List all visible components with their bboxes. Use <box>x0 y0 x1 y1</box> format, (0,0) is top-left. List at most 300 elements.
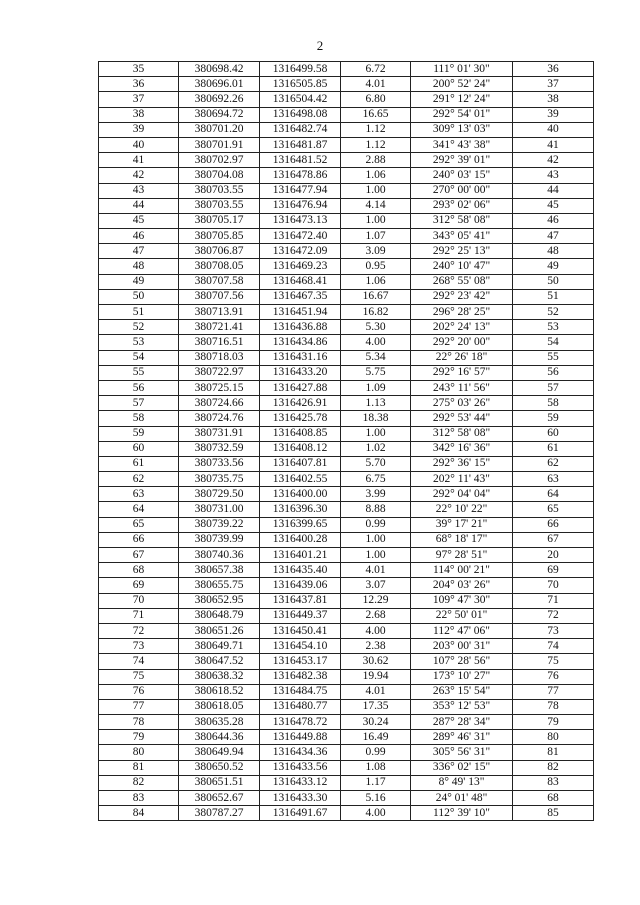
bearing-cell: 114° 00' 21" <box>411 563 513 578</box>
bearing-cell: 292° 16' 57" <box>411 365 513 380</box>
distance-cell: 2.38 <box>341 639 411 654</box>
x-coordinate-cell: 380731.00 <box>179 502 260 517</box>
table-row <box>99 532 594 547</box>
x-coordinate-cell: 380721.41 <box>179 320 260 335</box>
bearing-cell: 173° 10' 27" <box>411 669 513 684</box>
x-coordinate-cell: 380701.91 <box>179 137 260 152</box>
table-row <box>99 274 594 289</box>
next-point-cell: 38 <box>513 92 594 107</box>
bearing-cell: 336° 02' 15" <box>411 760 513 775</box>
next-point-cell: 43 <box>513 168 594 183</box>
y-coordinate-cell: 1316478.86 <box>260 168 341 183</box>
x-coordinate-cell: 380729.50 <box>179 487 260 502</box>
x-coordinate-cell: 380649.94 <box>179 745 260 760</box>
table-row <box>99 730 594 745</box>
table-row <box>99 62 594 77</box>
table-row <box>99 259 594 274</box>
distance-cell: 0.95 <box>341 259 411 274</box>
bearing-cell: 287° 28' 34" <box>411 715 513 730</box>
point-number-cell: 39 <box>99 122 179 137</box>
distance-cell: 1.12 <box>341 122 411 137</box>
distance-cell: 18.38 <box>341 411 411 426</box>
table-row <box>99 517 594 532</box>
x-coordinate-cell: 380655.75 <box>179 578 260 593</box>
coordinates-table <box>98 61 594 821</box>
distance-cell: 16.67 <box>341 289 411 304</box>
point-number-cell: 62 <box>99 472 179 487</box>
next-point-cell: 40 <box>513 122 594 137</box>
bearing-cell: 312° 58' 08" <box>411 213 513 228</box>
bearing-cell: 268° 55' 08" <box>411 274 513 289</box>
y-coordinate-cell: 1316467.35 <box>260 289 341 304</box>
x-coordinate-cell: 380657.38 <box>179 563 260 578</box>
point-number-cell: 66 <box>99 532 179 547</box>
bearing-cell: 240° 03' 15" <box>411 168 513 183</box>
y-coordinate-cell: 1316480.77 <box>260 699 341 714</box>
x-coordinate-cell: 380652.95 <box>179 593 260 608</box>
distance-cell: 1.02 <box>341 441 411 456</box>
next-point-cell: 66 <box>513 517 594 532</box>
x-coordinate-cell: 380647.52 <box>179 654 260 669</box>
x-coordinate-cell: 380707.58 <box>179 274 260 289</box>
y-coordinate-cell: 1316473.13 <box>260 213 341 228</box>
table-row <box>99 760 594 775</box>
y-coordinate-cell: 1316451.94 <box>260 305 341 320</box>
y-coordinate-cell: 1316433.30 <box>260 791 341 806</box>
distance-cell: 5.34 <box>341 350 411 365</box>
x-coordinate-cell: 380692.26 <box>179 92 260 107</box>
point-number-cell: 54 <box>99 350 179 365</box>
distance-cell: 4.14 <box>341 198 411 213</box>
table-row <box>99 183 594 198</box>
point-number-cell: 61 <box>99 456 179 471</box>
next-point-cell: 68 <box>513 791 594 806</box>
y-coordinate-cell: 1316477.94 <box>260 183 341 198</box>
y-coordinate-cell: 1316434.36 <box>260 745 341 760</box>
table-row <box>99 608 594 623</box>
table-row <box>99 745 594 760</box>
table-row <box>99 213 594 228</box>
bearing-cell: 291° 12' 24" <box>411 92 513 107</box>
next-point-cell: 71 <box>513 593 594 608</box>
distance-cell: 6.72 <box>341 62 411 77</box>
point-number-cell: 75 <box>99 669 179 684</box>
y-coordinate-cell: 1316454.10 <box>260 639 341 654</box>
table-row <box>99 715 594 730</box>
bearing-cell: 292° 53' 44" <box>411 411 513 426</box>
y-coordinate-cell: 1316408.85 <box>260 426 341 441</box>
point-number-cell: 77 <box>99 699 179 714</box>
x-coordinate-cell: 380732.59 <box>179 441 260 456</box>
bearing-cell: 243° 11' 56" <box>411 380 513 395</box>
y-coordinate-cell: 1316439.06 <box>260 578 341 593</box>
point-number-cell: 52 <box>99 320 179 335</box>
point-number-cell: 69 <box>99 578 179 593</box>
distance-cell: 1.07 <box>341 229 411 244</box>
next-point-cell: 85 <box>513 806 594 821</box>
next-point-cell: 62 <box>513 456 594 471</box>
point-number-cell: 42 <box>99 168 179 183</box>
point-number-cell: 80 <box>99 745 179 760</box>
y-coordinate-cell: 1316476.94 <box>260 198 341 213</box>
point-number-cell: 43 <box>99 183 179 198</box>
x-coordinate-cell: 380706.87 <box>179 244 260 259</box>
table-row <box>99 669 594 684</box>
x-coordinate-cell: 380704.08 <box>179 168 260 183</box>
distance-cell: 5.30 <box>341 320 411 335</box>
table-row <box>99 548 594 563</box>
coordinates-table-body <box>99 62 594 821</box>
table-row <box>99 229 594 244</box>
point-number-cell: 50 <box>99 289 179 304</box>
distance-cell: 1.00 <box>341 183 411 198</box>
x-coordinate-cell: 380702.97 <box>179 153 260 168</box>
distance-cell: 1.13 <box>341 396 411 411</box>
next-point-cell: 67 <box>513 532 594 547</box>
bearing-cell: 292° 39' 01" <box>411 153 513 168</box>
x-coordinate-cell: 380705.17 <box>179 213 260 228</box>
point-number-cell: 46 <box>99 229 179 244</box>
distance-cell: 30.24 <box>341 715 411 730</box>
point-number-cell: 63 <box>99 487 179 502</box>
bearing-cell: 202° 11' 43" <box>411 472 513 487</box>
next-point-cell: 73 <box>513 623 594 638</box>
bearing-cell: 8° 49' 13" <box>411 775 513 790</box>
point-number-cell: 51 <box>99 305 179 320</box>
next-point-cell: 39 <box>513 107 594 122</box>
next-point-cell: 36 <box>513 62 594 77</box>
bearing-cell: 292° 25' 13" <box>411 244 513 259</box>
y-coordinate-cell: 1316481.87 <box>260 137 341 152</box>
point-number-cell: 65 <box>99 517 179 532</box>
bearing-cell: 293° 02' 06" <box>411 198 513 213</box>
x-coordinate-cell: 380740.36 <box>179 548 260 563</box>
x-coordinate-cell: 380652.67 <box>179 791 260 806</box>
y-coordinate-cell: 1316400.00 <box>260 487 341 502</box>
table-row <box>99 791 594 806</box>
next-point-cell: 47 <box>513 229 594 244</box>
point-number-cell: 38 <box>99 107 179 122</box>
distance-cell: 4.01 <box>341 563 411 578</box>
distance-cell: 19.94 <box>341 669 411 684</box>
bearing-cell: 292° 54' 01" <box>411 107 513 122</box>
table-row <box>99 350 594 365</box>
distance-cell: 6.75 <box>341 472 411 487</box>
distance-cell: 4.01 <box>341 684 411 699</box>
bearing-cell: 341° 43' 38" <box>411 137 513 152</box>
point-number-cell: 47 <box>99 244 179 259</box>
x-coordinate-cell: 380651.51 <box>179 775 260 790</box>
distance-cell: 5.16 <box>341 791 411 806</box>
next-point-cell: 79 <box>513 715 594 730</box>
table-row <box>99 654 594 669</box>
point-number-cell: 84 <box>99 806 179 821</box>
y-coordinate-cell: 1316499.58 <box>260 62 341 77</box>
table-row <box>99 289 594 304</box>
y-coordinate-cell: 1316482.74 <box>260 122 341 137</box>
y-coordinate-cell: 1316425.78 <box>260 411 341 426</box>
next-point-cell: 77 <box>513 684 594 699</box>
next-point-cell: 69 <box>513 563 594 578</box>
table-row <box>99 107 594 122</box>
next-point-cell: 46 <box>513 213 594 228</box>
distance-cell: 16.65 <box>341 107 411 122</box>
x-coordinate-cell: 380713.91 <box>179 305 260 320</box>
y-coordinate-cell: 1316484.75 <box>260 684 341 699</box>
next-point-cell: 55 <box>513 350 594 365</box>
x-coordinate-cell: 380724.66 <box>179 396 260 411</box>
bearing-cell: 343° 05' 41" <box>411 229 513 244</box>
table-row <box>99 699 594 714</box>
y-coordinate-cell: 1316408.12 <box>260 441 341 456</box>
next-point-cell: 41 <box>513 137 594 152</box>
next-point-cell: 59 <box>513 411 594 426</box>
bearing-cell: 240° 10' 47" <box>411 259 513 274</box>
table-row <box>99 623 594 638</box>
point-number-cell: 67 <box>99 548 179 563</box>
y-coordinate-cell: 1316505.85 <box>260 77 341 92</box>
point-number-cell: 58 <box>99 411 179 426</box>
y-coordinate-cell: 1316450.41 <box>260 623 341 638</box>
next-point-cell: 74 <box>513 639 594 654</box>
distance-cell: 4.00 <box>341 623 411 638</box>
distance-cell: 2.88 <box>341 153 411 168</box>
distance-cell: 4.00 <box>341 335 411 350</box>
y-coordinate-cell: 1316504.42 <box>260 92 341 107</box>
next-point-cell: 53 <box>513 320 594 335</box>
table-row <box>99 441 594 456</box>
x-coordinate-cell: 380698.42 <box>179 62 260 77</box>
point-number-cell: 37 <box>99 92 179 107</box>
next-point-cell: 76 <box>513 669 594 684</box>
table-row <box>99 168 594 183</box>
y-coordinate-cell: 1316482.38 <box>260 669 341 684</box>
bearing-cell: 22° 50' 01" <box>411 608 513 623</box>
y-coordinate-cell: 1316401.21 <box>260 548 341 563</box>
point-number-cell: 53 <box>99 335 179 350</box>
next-point-cell: 80 <box>513 730 594 745</box>
distance-cell: 3.99 <box>341 487 411 502</box>
bearing-cell: 204° 03' 26" <box>411 578 513 593</box>
table-row <box>99 563 594 578</box>
next-point-cell: 48 <box>513 244 594 259</box>
x-coordinate-cell: 380650.52 <box>179 760 260 775</box>
point-number-cell: 70 <box>99 593 179 608</box>
y-coordinate-cell: 1316433.12 <box>260 775 341 790</box>
next-point-cell: 20 <box>513 548 594 563</box>
next-point-cell: 64 <box>513 487 594 502</box>
point-number-cell: 71 <box>99 608 179 623</box>
bearing-cell: 112° 39' 10" <box>411 806 513 821</box>
y-coordinate-cell: 1316434.86 <box>260 335 341 350</box>
table-row <box>99 806 594 821</box>
point-number-cell: 41 <box>99 153 179 168</box>
table-row <box>99 502 594 517</box>
distance-cell: 2.68 <box>341 608 411 623</box>
point-number-cell: 81 <box>99 760 179 775</box>
y-coordinate-cell: 1316431.16 <box>260 350 341 365</box>
y-coordinate-cell: 1316478.72 <box>260 715 341 730</box>
next-point-cell: 72 <box>513 608 594 623</box>
distance-cell: 3.09 <box>341 244 411 259</box>
x-coordinate-cell: 380707.56 <box>179 289 260 304</box>
bearing-cell: 296° 28' 25" <box>411 305 513 320</box>
bearing-cell: 24° 01' 48" <box>411 791 513 806</box>
x-coordinate-cell: 380648.79 <box>179 608 260 623</box>
bearing-cell: 312° 58' 08" <box>411 426 513 441</box>
bearing-cell: 202° 24' 13" <box>411 320 513 335</box>
next-point-cell: 44 <box>513 183 594 198</box>
y-coordinate-cell: 1316449.88 <box>260 730 341 745</box>
bearing-cell: 203° 00' 31" <box>411 639 513 654</box>
y-coordinate-cell: 1316472.09 <box>260 244 341 259</box>
table-row <box>99 122 594 137</box>
next-point-cell: 56 <box>513 365 594 380</box>
bearing-cell: 263° 15' 54" <box>411 684 513 699</box>
next-point-cell: 37 <box>513 77 594 92</box>
distance-cell: 1.17 <box>341 775 411 790</box>
point-number-cell: 48 <box>99 259 179 274</box>
table-row <box>99 775 594 790</box>
distance-cell: 1.00 <box>341 532 411 547</box>
y-coordinate-cell: 1316433.56 <box>260 760 341 775</box>
table-row <box>99 244 594 259</box>
point-number-cell: 49 <box>99 274 179 289</box>
x-coordinate-cell: 380638.32 <box>179 669 260 684</box>
y-coordinate-cell: 1316427.88 <box>260 380 341 395</box>
x-coordinate-cell: 380694.72 <box>179 107 260 122</box>
point-number-cell: 35 <box>99 62 179 77</box>
x-coordinate-cell: 380703.55 <box>179 183 260 198</box>
y-coordinate-cell: 1316498.08 <box>260 107 341 122</box>
x-coordinate-cell: 380649.71 <box>179 639 260 654</box>
distance-cell: 3.07 <box>341 578 411 593</box>
table-row <box>99 305 594 320</box>
bearing-cell: 305° 56' 31" <box>411 745 513 760</box>
point-number-cell: 56 <box>99 380 179 395</box>
point-number-cell: 36 <box>99 77 179 92</box>
x-coordinate-cell: 380733.56 <box>179 456 260 471</box>
table-row <box>99 487 594 502</box>
bearing-cell: 112° 47' 06" <box>411 623 513 638</box>
y-coordinate-cell: 1316400.28 <box>260 532 341 547</box>
next-point-cell: 81 <box>513 745 594 760</box>
x-coordinate-cell: 380716.51 <box>179 335 260 350</box>
point-number-cell: 40 <box>99 137 179 152</box>
x-coordinate-cell: 380708.05 <box>179 259 260 274</box>
x-coordinate-cell: 380722.97 <box>179 365 260 380</box>
table-row <box>99 578 594 593</box>
y-coordinate-cell: 1316433.20 <box>260 365 341 380</box>
distance-cell: 4.00 <box>341 806 411 821</box>
y-coordinate-cell: 1316426.91 <box>260 396 341 411</box>
x-coordinate-cell: 380618.52 <box>179 684 260 699</box>
next-point-cell: 58 <box>513 396 594 411</box>
point-number-cell: 44 <box>99 198 179 213</box>
x-coordinate-cell: 380635.28 <box>179 715 260 730</box>
point-number-cell: 78 <box>99 715 179 730</box>
y-coordinate-cell: 1316436.88 <box>260 320 341 335</box>
next-point-cell: 70 <box>513 578 594 593</box>
distance-cell: 1.12 <box>341 137 411 152</box>
y-coordinate-cell: 1316399.65 <box>260 517 341 532</box>
distance-cell: 30.62 <box>341 654 411 669</box>
table-row <box>99 320 594 335</box>
table-row <box>99 684 594 699</box>
point-number-cell: 72 <box>99 623 179 638</box>
next-point-cell: 52 <box>513 305 594 320</box>
table-row <box>99 335 594 350</box>
y-coordinate-cell: 1316396.30 <box>260 502 341 517</box>
next-point-cell: 75 <box>513 654 594 669</box>
y-coordinate-cell: 1316469.23 <box>260 259 341 274</box>
bearing-cell: 292° 20' 00" <box>411 335 513 350</box>
distance-cell: 1.06 <box>341 168 411 183</box>
x-coordinate-cell: 380735.75 <box>179 472 260 487</box>
next-point-cell: 63 <box>513 472 594 487</box>
point-number-cell: 55 <box>99 365 179 380</box>
distance-cell: 1.09 <box>341 380 411 395</box>
bearing-cell: 200° 52' 24" <box>411 77 513 92</box>
distance-cell: 1.00 <box>341 213 411 228</box>
distance-cell: 17.35 <box>341 699 411 714</box>
distance-cell: 1.00 <box>341 548 411 563</box>
bearing-cell: 39° 17' 21" <box>411 517 513 532</box>
bearing-cell: 111° 01' 30" <box>411 62 513 77</box>
y-coordinate-cell: 1316435.40 <box>260 563 341 578</box>
distance-cell: 16.49 <box>341 730 411 745</box>
next-point-cell: 82 <box>513 760 594 775</box>
bearing-cell: 289° 46' 31" <box>411 730 513 745</box>
table-row <box>99 92 594 107</box>
x-coordinate-cell: 380718.03 <box>179 350 260 365</box>
next-point-cell: 60 <box>513 426 594 441</box>
table-row <box>99 593 594 608</box>
bearing-cell: 275° 03' 26" <box>411 396 513 411</box>
y-coordinate-cell: 1316468.41 <box>260 274 341 289</box>
bearing-cell: 97° 28' 51" <box>411 548 513 563</box>
distance-cell: 6.80 <box>341 92 411 107</box>
y-coordinate-cell: 1316481.52 <box>260 153 341 168</box>
x-coordinate-cell: 380701.20 <box>179 122 260 137</box>
bearing-cell: 342° 16' 36" <box>411 441 513 456</box>
y-coordinate-cell: 1316407.81 <box>260 456 341 471</box>
table-row <box>99 380 594 395</box>
table-row <box>99 426 594 441</box>
distance-cell: 5.75 <box>341 365 411 380</box>
table-row <box>99 198 594 213</box>
y-coordinate-cell: 1316437.81 <box>260 593 341 608</box>
point-number-cell: 60 <box>99 441 179 456</box>
bearing-cell: 22° 10' 22" <box>411 502 513 517</box>
point-number-cell: 74 <box>99 654 179 669</box>
bearing-cell: 22° 26' 18" <box>411 350 513 365</box>
x-coordinate-cell: 380787.27 <box>179 806 260 821</box>
distance-cell: 1.06 <box>341 274 411 289</box>
distance-cell: 0.99 <box>341 745 411 760</box>
next-point-cell: 54 <box>513 335 594 350</box>
bearing-cell: 353° 12' 53" <box>411 699 513 714</box>
x-coordinate-cell: 380731.91 <box>179 426 260 441</box>
distance-cell: 0.99 <box>341 517 411 532</box>
x-coordinate-cell: 380644.36 <box>179 730 260 745</box>
y-coordinate-cell: 1316453.17 <box>260 654 341 669</box>
point-number-cell: 68 <box>99 563 179 578</box>
next-point-cell: 61 <box>513 441 594 456</box>
table-row <box>99 77 594 92</box>
bearing-cell: 309° 13' 03" <box>411 122 513 137</box>
x-coordinate-cell: 380651.26 <box>179 623 260 638</box>
